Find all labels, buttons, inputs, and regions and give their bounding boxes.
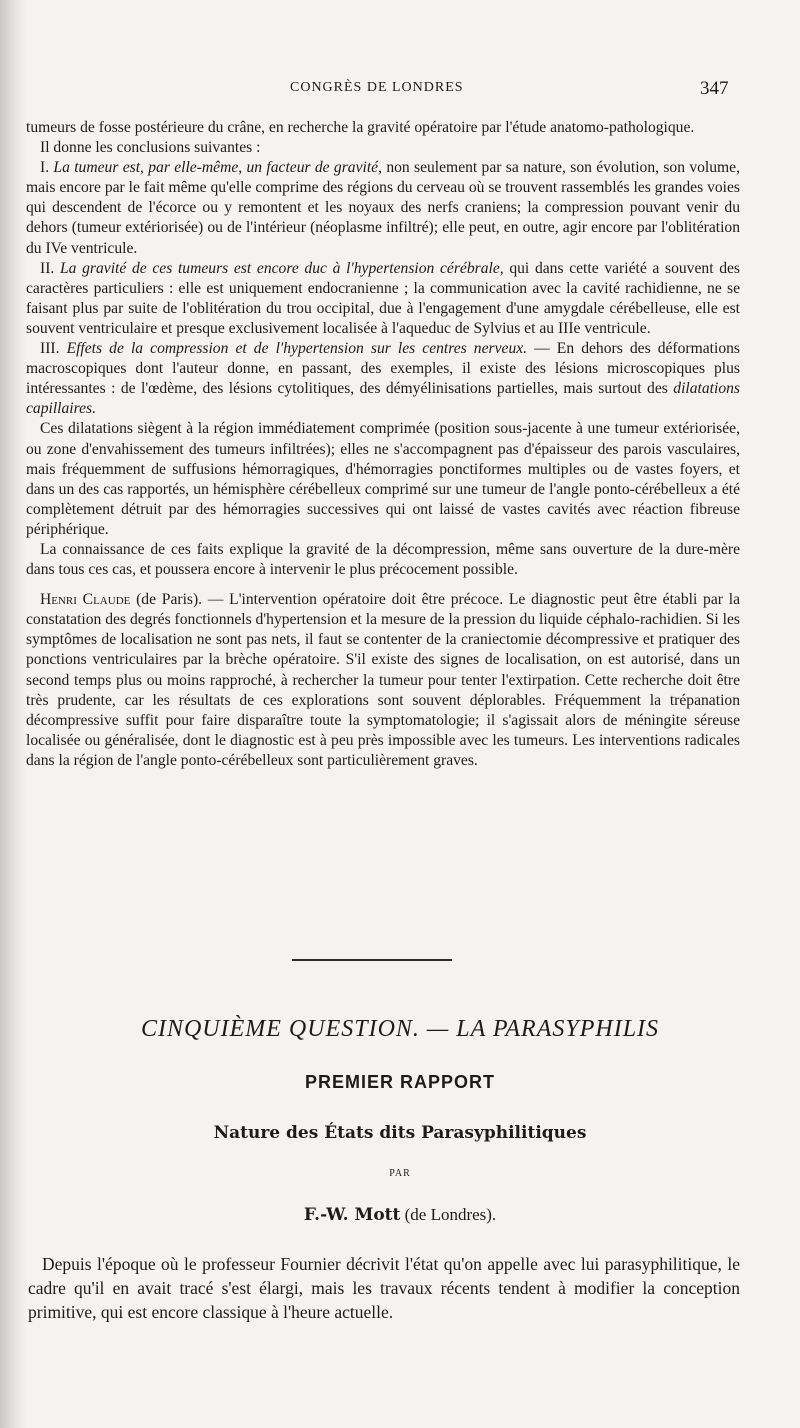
- page-number: 347: [700, 78, 729, 99]
- paragraph-claude: [26, 590, 740, 771]
- conclusion-3-number: III.: [40, 340, 67, 358]
- author-line: [0, 1205, 800, 1225]
- running-header: [0, 80, 800, 102]
- by-label: PAR: [389, 1168, 411, 1179]
- conclusion-2-text: qui dans cette variété a souvent des caractères particuliers : elle est uniquement endocranienne ; la communication avec la cavité rachidienne, ne se faisant plus par suite de l'oblitération du trou occipital, due à l'engagement d'une amygdale cérébelleuse, elle est souvent ventriculaire et presque exclusivement localisée à l'aqueduc de Sylvius et au IIIe ventricule.: [26, 259, 741, 337]
- paragraph-conclusion-1: [26, 158, 740, 258]
- claude-text: (de Paris). — L'intervention opératoire doit être précoce. Le diagnostic peut être établi par la constatation des degrés fonctionnels d'hypertension et la mesure de la pression du liquide céphalo-rachidien. Si les symptômes de localisation ne sont pas nets, il faut se contenter de la craniectomie décompressive et pratiquer des ponctions ventriculaires par la brèche opératoire. S'il existe des signes de localisation, on est autorisé, dans un second temps plus ou moins rapproché, à rechercher la tumeur pour tenter l'extirpation. Cette recherche doit être très prudente, car les résultats de ces explorations sont souvent déplorables. Fréquemment la trépanation décompressive suffit pour faire disparaître toute la symptomatologie; il s'agissait alors de méningite séreuse localisée ou généralisée, dont le diagnostic est à peu près impossible avec les tumeurs. Les interventions radicales dans la région de l'angle ponto-cérébelleux sont particulièrement graves.: [26, 591, 740, 769]
- report-title: PREMIER RAPPORT: [304, 1072, 496, 1092]
- speaker-name: Henri Claude: [40, 591, 131, 609]
- conclusion-3-text: — En dehors des déformations macroscopiques dont l'auteur donne, en passant, des exemples, il existe des lésions microscopiques plus intéressantes : de l'œdème, des lésions cytolitiques, des démyélinisations partielles, mais surtout des: [26, 340, 740, 398]
- conclusion-2-number: II.: [40, 259, 60, 277]
- conclusion-1-text: non seulement par sa nature, son évolution, son volume, mais encore par le fait même qu'elle comprime des régions du cerveau où se trouvent rassemblés les grandes voies qui descendent de l'écorce ou y remontent et les noyaux des nerfs craniens; la compression pouvant venir du dehors (tumeur extériorisée) ou de l'intérieur (néoplasme infiltré); elle peut, en outre, agir encore par l'oblitération du IVe ventricule.: [26, 159, 741, 257]
- running-title: CONGRÈS DE LONDRES: [290, 80, 464, 95]
- question-title: CINQUIÈME QUESTION. — LA PARASYPHILIS: [140, 1016, 660, 1042]
- report-subtitle: Nature des États dits Parasyphilitiques: [213, 1123, 587, 1143]
- paragraph-continuation: tumeurs de fosse postérieure du crâne, en recherche la gravité opératoire par l'étude anatomo-pathologique.: [26, 119, 695, 136]
- conclusion-2-heading: La gravité de ces tumeurs est encore duc à l'hypertension cérébrale,: [59, 259, 504, 277]
- body-text: [26, 118, 740, 771]
- paragraph-dilatations: Ces dilatations siègent à la région immédiatement comprimée (position sous-jacente à une tumeur extériorisée, ou zone d'envahissement des tumeurs infiltrées); elles ne s'accompagnent pas d'épaisseur des parois vasculaires, mais fréquemment de suffusions hémorragiques, d'hémorragies ponctiformes multiples ou de vastes foyers, et dans un des cas rapportés, un hémisphère cérébelleux comprimé sur une tumeur de l'angle ponto-cérébelleux a été complètement détruit par des hémorragies successives qui ont laissé de vastes cavités avec réaction fibreuse périphérique.: [26, 420, 740, 538]
- paragraph-conclusions-intro: Il donne les conclusions suivantes :: [40, 139, 261, 157]
- conclusion-1-number: I.: [40, 159, 54, 177]
- paragraph-conclusion-2: [26, 259, 740, 339]
- report-opening-text: [28, 1252, 740, 1324]
- paragraph-decompression: La connaissance de ces faits explique la gravité de la décompression, même sans ouverture de la dure-mère dans tous ces cas, et poussera encore à intervenir le plus précocement possible.: [26, 540, 740, 579]
- conclusion-3-heading: Effets de la compression et de l'hypertension sur les centres nerveux.: [66, 340, 528, 358]
- author-name: F.-W. Mott: [303, 1205, 401, 1225]
- conclusion-3-emphasis: dilatations capillaires.: [26, 380, 740, 418]
- paragraph-opening: Depuis l'époque où le professeur Fournier décrivit l'état qu'on appelle avec lui parasyphilitique, le cadre qu'il en avait tracé s'est élargi, mais les travaux récents tendent à modifier la conception primitive, qui est encore classique à l'heure actuelle.: [28, 1254, 740, 1322]
- conclusion-1-heading: La tumeur est, par elle-même, un facteur de gravité,: [53, 159, 382, 177]
- section-divider-rule: [292, 959, 452, 961]
- paragraph-conclusion-3: [26, 339, 740, 419]
- author-origin: (de Londres).: [400, 1205, 497, 1224]
